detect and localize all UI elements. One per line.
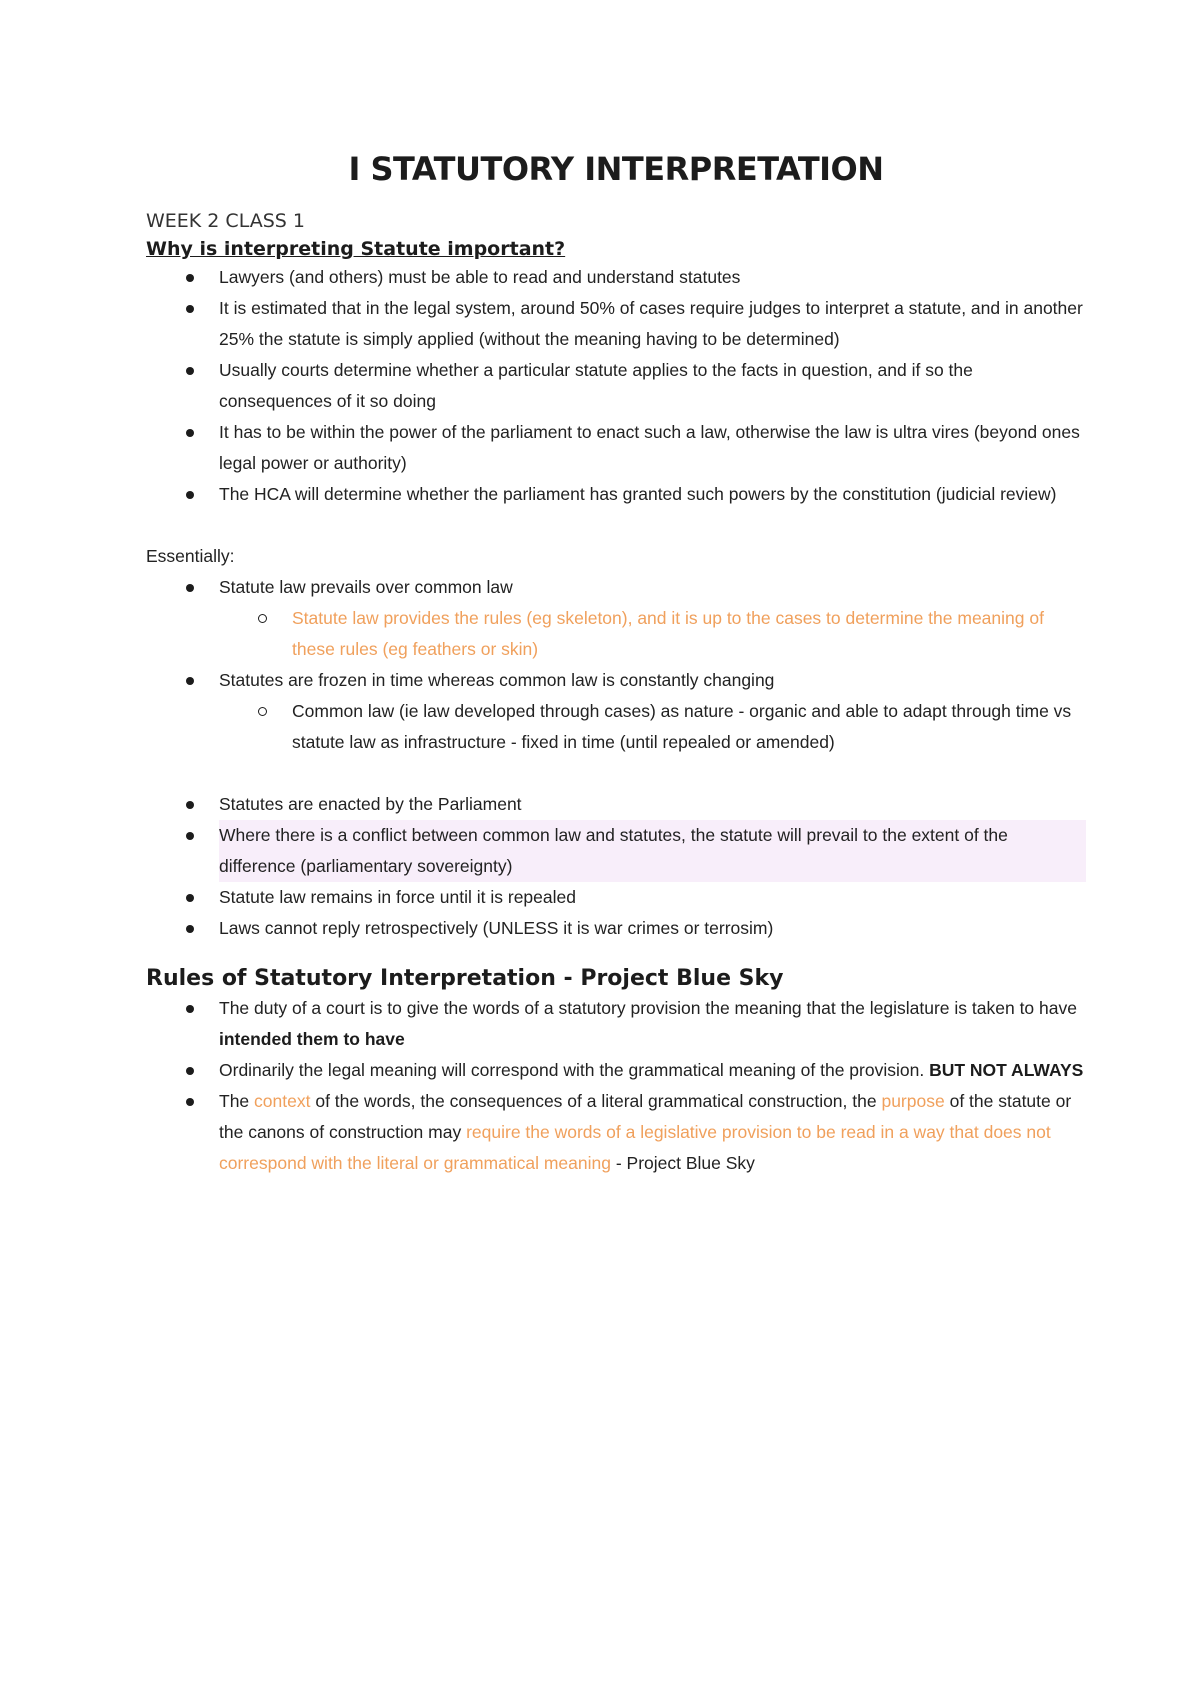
bullet-list-why <box>146 262 1086 510</box>
page-subtitle: WEEK 2 CLASS 1 <box>146 210 305 232</box>
rule-text: The <box>219 1091 255 1111</box>
list-item <box>146 1055 1086 1086</box>
list-item <box>146 993 1086 1055</box>
document-page <box>146 150 1086 1179</box>
list-item: Usually courts determine whether a particular statute applies to the facts in question, and if so the consequences of it so doing <box>146 355 1086 417</box>
list-item: Laws cannot reply retrospectively (UNLESS it is war crimes or terrosim) <box>146 913 1086 944</box>
list-item: It has to be within the power of the parliament to enact such a law, otherwise the law is ultra vires (beyond ones legal power or authority) <box>146 417 1086 479</box>
list-item: Statute law prevails over common law <box>146 572 1086 603</box>
section-heading-rules: Rules of Statutory Interpretation - Project Blue Sky <box>146 966 784 991</box>
rule-highlight-require: require the words of a legislative provision to be read in a way that does not correspond with the literal or grammatical meaning <box>219 1122 1051 1173</box>
highlighted-text: Where there is a conflict between common law and statutes, the statute will prevail to the extent of the difference (parliamentary sovereignty) <box>219 820 1086 882</box>
list-item: Statutes are frozen in time whereas common law is constantly changing <box>146 665 1086 696</box>
bullet-list-rules <box>146 993 1086 1179</box>
bullet-list-parliament <box>146 789 1086 944</box>
sub-list-nature <box>146 696 1086 758</box>
rule-text: of the words, the consequences of a literal grammatical construction, the <box>310 1091 882 1111</box>
bullet-list-essentially-2 <box>146 665 1086 696</box>
essentially-label: Essentially: <box>146 546 235 566</box>
rule-highlight-context: context <box>254 1091 311 1111</box>
list-item: Statute law remains in force until it is repealed <box>146 882 1086 913</box>
rule-text: - Project Blue Sky <box>610 1153 755 1173</box>
list-item: Statutes are enacted by the Parliament <box>146 789 1086 820</box>
bullet-list-essentially <box>146 572 1086 603</box>
rule-text: Ordinarily the legal meaning will correspond with the grammatical meaning of the provision. <box>219 1060 930 1080</box>
rule-text: of the statute or the canons of construction may <box>219 1091 1072 1142</box>
rule-text: The duty of a court is to give the words of a statutory provision the meaning that the legislature is taken to have <box>219 998 1077 1018</box>
list-item: The HCA will determine whether the parliament has granted such powers by the constitution (judicial review) <box>146 479 1086 510</box>
sub-list-item: Statute law provides the rules (eg skeleton), and it is up to the cases to determine the meaning of these rules (eg feathers or skin) <box>146 603 1086 665</box>
sub-list-item: Common law (ie law developed through cases) as nature - organic and able to adapt through time vs statute law as infrastructure - fixed in time (until repealed or amended) <box>146 696 1086 758</box>
rule-bold-text: BUT NOT ALWAYS <box>929 1060 1084 1080</box>
highlighted-list-item <box>146 820 1086 882</box>
rule-highlight-purpose: purpose <box>881 1091 945 1111</box>
list-item: Lawyers (and others) must be able to read and understand statutes <box>146 262 1086 293</box>
list-item: It is estimated that in the legal system, around 50% of cases require judges to interpret a statute, and in another 25% the statute is simply applied (without the meaning having to be determined) <box>146 293 1086 355</box>
rule-bold-text: intended them to have <box>219 1029 405 1049</box>
page-title: I STATUTORY INTERPRETATION <box>348 150 884 188</box>
section-heading-why: Why is interpreting Statute important? <box>146 238 566 260</box>
sub-list-skeleton <box>146 603 1086 665</box>
list-item <box>146 1086 1086 1179</box>
